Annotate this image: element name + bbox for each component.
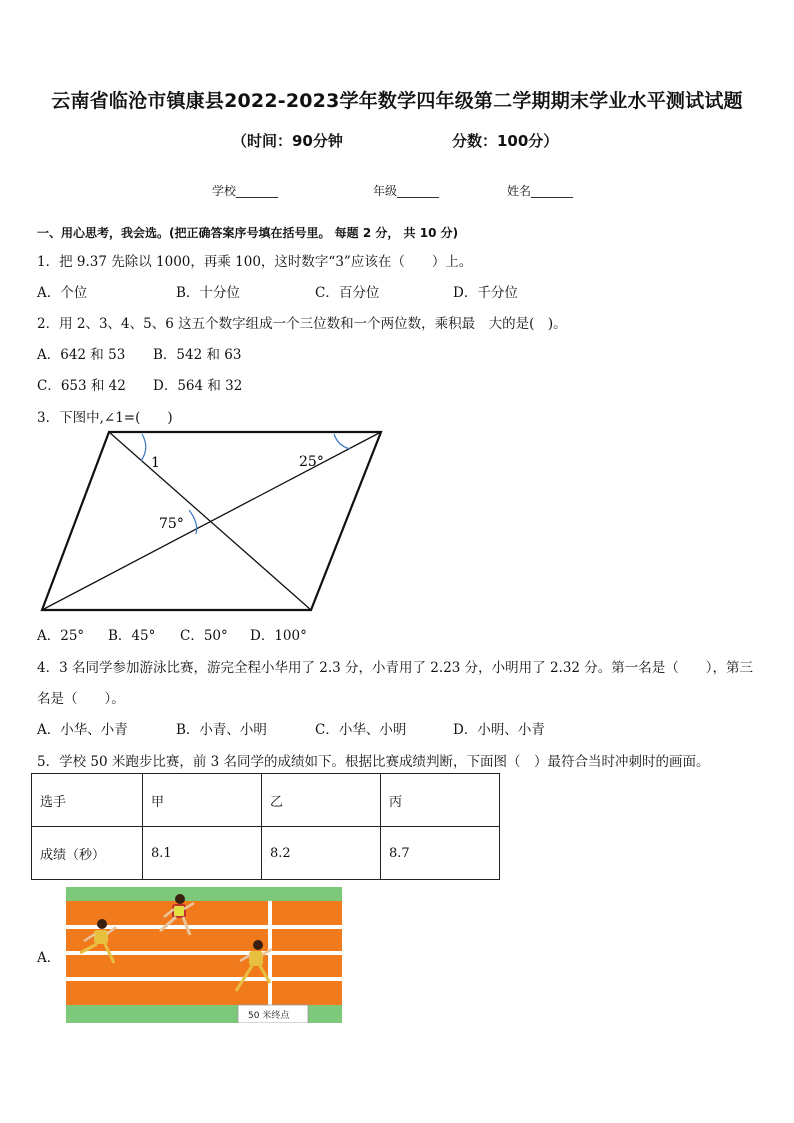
table-cell: 丙 bbox=[381, 774, 500, 827]
school-field: 学校_______ bbox=[212, 184, 279, 198]
q1-option-b: B．十分位 bbox=[176, 285, 240, 301]
q4-option-c: C．小华、小明 bbox=[315, 722, 407, 738]
q3-option-a: A．25° bbox=[37, 628, 85, 644]
table-row bbox=[32, 827, 500, 880]
question-2-stem: 2．用 2、3、4、5、6 这五个数字组成一个三位数和一个两位数，乘积最 大的是( )。 bbox=[37, 316, 567, 332]
question-4-stem-line1: 4．3 名同学参加游泳比赛，游完全程小华用了 2.3 分，小青用了 2.23 分，小明用了 2.32 分。第一名是（ ），第三 bbox=[37, 660, 754, 676]
q2-option-d: D．564 和 32 bbox=[153, 378, 243, 394]
q1-option-a: A．个位 bbox=[37, 285, 88, 301]
q3-option-d: D．100° bbox=[250, 628, 307, 644]
question-1-stem: 1．把 9.37 先除以 1000，再乘 100，这时数字“3”应该在（ ）上。 bbox=[37, 254, 473, 270]
name-field: 姓名_______ bbox=[507, 184, 574, 198]
table-cell: 乙 bbox=[262, 774, 381, 827]
q4-option-a: A．小华、小青 bbox=[37, 722, 128, 738]
q1-option-d: D．千分位 bbox=[453, 285, 518, 301]
grade-field: 年级_______ bbox=[373, 184, 440, 198]
q3-option-b: B．45° bbox=[108, 628, 156, 644]
table-cell: 8.1 bbox=[143, 827, 262, 880]
exam-score: 分数：100分） bbox=[452, 132, 559, 150]
section-heading: 一、用心思考，我会选。(把正确答案序号填在括号里。 每题 2 分， 共 10 分) bbox=[37, 226, 459, 240]
angle-25-label: 25° bbox=[299, 454, 324, 470]
angle-1-label: 1 bbox=[151, 455, 160, 471]
parallelogram-figure bbox=[38, 428, 386, 616]
table-cell: 甲 bbox=[143, 774, 262, 827]
question-5-stem: 5．学校 50 米跑步比赛，前 3 名同学的成绩如下。根据比赛成绩判断，下面图（ ）最符合当时冲刺时的画面。 bbox=[37, 754, 710, 770]
table-cell: 成绩（秒） bbox=[32, 827, 143, 880]
q2-option-c: C．653 和 42 bbox=[37, 378, 126, 394]
page-title: 云南省临沧市镇康县2022-2023学年数学四年级第二学期期末学业水平测试试题 bbox=[51, 90, 743, 112]
q2-option-b: B．542 和 63 bbox=[153, 347, 242, 363]
q1-option-c: C．百分位 bbox=[315, 285, 380, 301]
q4-option-b: B．小青、小明 bbox=[176, 722, 267, 738]
angle-25-arc bbox=[334, 434, 350, 449]
q5-option-a-label: A． bbox=[37, 950, 61, 966]
question-4-stem-line2: 名是（ ）。 bbox=[37, 691, 125, 707]
results-table bbox=[31, 773, 500, 880]
q3-option-c: C．50° bbox=[180, 628, 228, 644]
diagonal-1 bbox=[109, 432, 311, 610]
diagonal-2 bbox=[42, 432, 381, 610]
running-track-image bbox=[66, 887, 342, 1023]
table-row bbox=[32, 774, 500, 827]
table-cell: 8.2 bbox=[262, 827, 381, 880]
angle-75-label: 75° bbox=[159, 516, 184, 532]
angle-1-arc bbox=[141, 434, 146, 461]
q4-option-d: D．小明、小青 bbox=[453, 722, 545, 738]
finish-label: 50 米终点 bbox=[248, 1011, 290, 1021]
q2-option-a: A．642 和 53 bbox=[37, 347, 126, 363]
question-3-stem: 3．下图中,∠1=( ) bbox=[37, 410, 173, 426]
table-cell: 选手 bbox=[32, 774, 143, 827]
table-cell: 8.7 bbox=[381, 827, 500, 880]
exam-time: （时间：90分钟 bbox=[232, 132, 343, 150]
